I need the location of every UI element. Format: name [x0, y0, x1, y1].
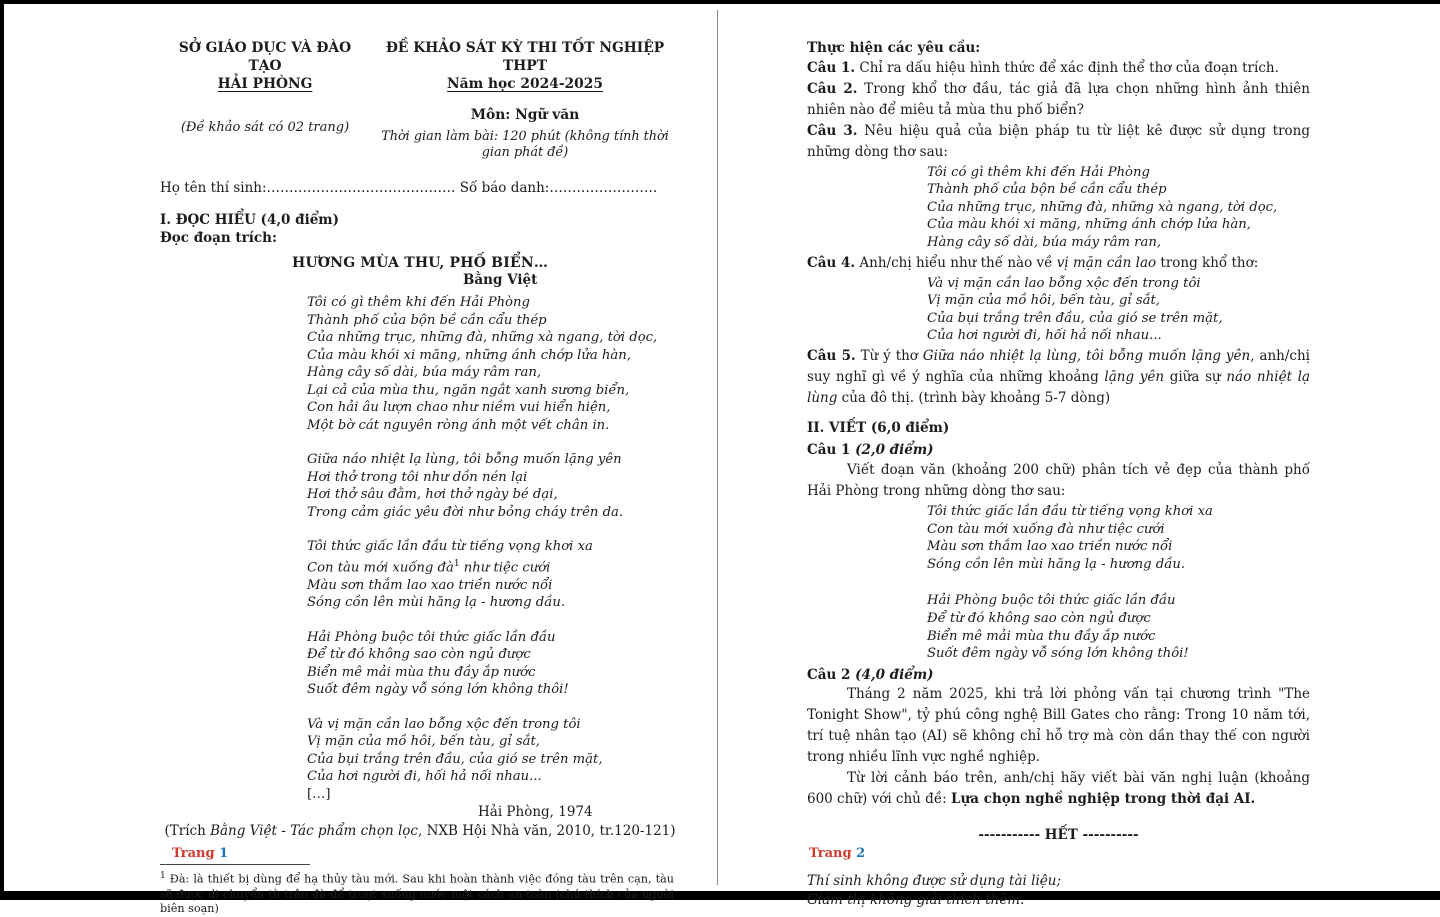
question-3-text: Nêu hiệu quả của biện pháp tu từ liệt kê được sử dụng trong những dòng thơ sau: — [807, 122, 1310, 160]
footnote — [160, 869, 680, 916]
poem-line: Một bờ cát nguyên ròng ánh một vết chân in. — [307, 417, 610, 433]
question-4 — [807, 253, 1310, 274]
poem-line: Hàng cây số dài, búa máy râm ran, — [927, 234, 1162, 250]
writing-question-2-points: (4,0 điểm) — [855, 666, 934, 683]
window-frame-top — [0, 0, 1440, 4]
poem-line: Hải Phòng buộc tôi thức giấc lần đầu — [927, 593, 1176, 609]
poem-line — [307, 556, 680, 577]
text-run: , NXB Hội Nhà văn, 2010, tr.120-121) — [418, 822, 676, 839]
poem-line: Tôi thức giấc lần đầu từ tiếng vọng khơi xa — [307, 539, 593, 555]
writing-question-1-points: (2,0 điểm) — [855, 442, 934, 459]
poem-line: Thành phố của bộn bề cần cẩu thép — [307, 312, 547, 328]
poem-line: Sóng cồn lên mùi hăng lạ - hương dầu. — [307, 595, 566, 611]
question-3-label: Câu 3. — [807, 122, 858, 139]
poem-line: Của bụi trắng trên đầu, của gió se trên mặt, — [927, 310, 1223, 326]
question-4-quote — [927, 274, 1310, 346]
text-run: , anh/chị suy nghĩ gì về ý nghĩa của những khoảng — [807, 347, 1310, 385]
poem-line: Biển mê mải mùa thu đầy ắp nước — [307, 664, 536, 680]
poem-line: Trong cảm giác yêu đời như bỏng cháy trên da. — [307, 504, 624, 520]
duration-line: Thời gian làm bài: 120 phút (không tính thời gian phát đề) — [381, 128, 669, 161]
poem-line: Lại cả của mùa thu, ngăn ngắt xanh sương biển, — [307, 382, 630, 398]
poem-stanza-1 — [307, 294, 680, 434]
question-5-emphasis-3: náo nhiệt lạ lùng — [807, 368, 1311, 406]
text-run: Câu 2 — [807, 666, 856, 683]
poem-line: Tôi thức giấc lần đầu từ tiếng vọng khơi xa — [927, 503, 1213, 519]
poem-author: Bằng Việt — [463, 271, 538, 288]
writing-question-1-text: Viết đoạn văn (khoảng 200 chữ) phân tích vẻ đẹp của thành phố Hải Phòng trong những dòng thơ sau: — [807, 461, 1310, 499]
footer-page-number: 2 — [856, 846, 866, 861]
poem-source — [160, 823, 680, 841]
poem-line: Của những trục, những đà, những xà ngang, tời dọc, — [927, 199, 1278, 215]
question-5 — [807, 346, 1310, 409]
requirements-heading: Thực hiện các yêu cầu: — [807, 40, 981, 56]
window-frame-left — [0, 0, 4, 900]
section-i-heading: I. ĐỌC HIỂU (4,0 điểm) — [160, 212, 339, 229]
poem-line: Suốt đêm ngày vỗ sóng lớn không thôi! — [927, 646, 1189, 662]
question-1 — [807, 58, 1310, 79]
poem-line: Để từ đó không sao còn ngủ được — [307, 647, 531, 663]
footnote-reference: 1 — [453, 558, 460, 569]
poem-line: Con hải âu lượn chao như niềm vui hiển hiện, — [307, 400, 611, 416]
text-run: Câu 1 — [807, 442, 856, 459]
department-name-line2: HẢI PHÒNG — [217, 75, 313, 92]
writing-question-2-paragraph-1: Tháng 2 năm 2025, khi trả lời phỏng vấn tại chương trình "The Tonight Show", tỷ phú công nghệ Bill Gates cho rằng: Trong 10 năm tới, trí tuệ nhân tạo (AI) sẽ không chỉ hỗ trợ mà còn dần thay thế con người trong nhiều lĩnh vực nghề nghiệp. — [807, 686, 1310, 766]
poem-line: Tôi có gì thêm khi đến Hải Phòng — [927, 164, 1150, 180]
poem-line: Của màu khói xi măng, những ánh chớp lửa hàn, — [927, 217, 1251, 233]
text-run: giữa sự — [1164, 368, 1227, 385]
footnote-number: 1 — [160, 871, 166, 882]
exam-header — [160, 40, 680, 162]
poem-line: Màu sơn thắm lao xao triền nước nổi — [927, 539, 1173, 555]
question-3 — [807, 121, 1310, 163]
poem-line: Hơi thở sâu đằm, hơi thở ngày bé dại, — [307, 487, 558, 503]
subject-line: Môn: Ngữ văn — [470, 106, 580, 123]
exam-notes — [807, 872, 1310, 910]
poem-line: Biển mê mải mùa thu đầy ắp nước — [927, 628, 1156, 644]
question-5-emphasis-1: Giữa náo nhiệt lạ lùng, tôi bỗng muốn lặng yên — [922, 347, 1251, 364]
text-run: như tiệc cưới — [459, 560, 551, 576]
exam-note-1: Thí sinh không được sử dụng tài liệu; — [807, 872, 1062, 889]
question-5-emphasis-2: lặng yên — [1104, 368, 1165, 385]
question-3-quote — [927, 163, 1310, 253]
poem-stanza-3 — [307, 538, 680, 611]
poem-line: Suốt đêm ngày vỗ sóng lớn không thôi! — [307, 682, 569, 698]
footer-page-label: Trang — [809, 846, 852, 861]
poem-line: Giữa náo nhiệt lạ lùng, tôi bỗng muốn lặng yên — [307, 452, 622, 468]
text-run: Từ lời cảnh báo trên, anh/chị hãy viết bài văn nghị luận (khoảng 600 chữ) với chủ đề: — [807, 770, 1310, 808]
exam-header-right — [370, 40, 680, 162]
poem-line: Vị mặn của mồ hôi, bến tàu, gỉ sắt, — [927, 293, 1160, 309]
poem-line: Vị mặn của mồ hôi, bến tàu, gỉ sắt, — [307, 734, 540, 750]
poem-line: Của hơi người đi, hối hả nối nhau... — [307, 769, 542, 785]
poem-line: Của màu khói xi măng, những ánh chớp lửa hàn, — [307, 347, 631, 363]
footnote-separator — [160, 864, 310, 865]
school-year: Năm học 2024-2025 — [447, 75, 603, 92]
text-run: Con tàu mới xuống đà — [307, 560, 454, 576]
text-run: của đô thị. (trình bày khoảng 5-7 dòng) — [837, 389, 1111, 406]
page-2 — [807, 40, 1311, 908]
writing-question-1-quote-1 — [927, 502, 1310, 574]
poem-line: Hàng cây số dài, búa máy râm ran, — [307, 365, 542, 381]
question-4-label: Câu 4. — [807, 254, 856, 271]
page-footer — [809, 846, 865, 863]
question-5-label: Câu 5. — [807, 347, 856, 364]
poem-line: Màu sơn thắm lao xao triền nước nổi — [307, 577, 553, 593]
essay-topic: Lựa chọn nghề nghiệp trong thời đại AI. — [950, 791, 1256, 808]
poem-line: Thành phố của bộn bề cần cẩu thép — [927, 182, 1167, 198]
text-run: (Trích — [164, 822, 211, 839]
question-2-label: Câu 2. — [807, 80, 858, 97]
writing-question-1-label — [807, 442, 1310, 460]
poem-line: Sóng cồn lên mùi hăng lạ - hương dầu. — [927, 556, 1186, 572]
text-run: trong khổ thơ: — [1156, 254, 1259, 271]
candidate-info-line: Họ tên thí sinh:…………………………………… Số báo danh:…………………… — [160, 179, 658, 196]
footer-page-number: 1 — [219, 846, 229, 861]
read-instruction: Đọc đoạn trích: — [160, 230, 277, 247]
footer-page-label: Trang — [172, 846, 215, 861]
question-1-label: Câu 1. — [807, 59, 856, 76]
exam-header-left — [160, 40, 370, 162]
poem-line: Của hơi người đi, hối hả nối nhau... — [927, 328, 1162, 344]
poem-line: Của những trục, những đà, những xà ngang, tời dọc, — [307, 330, 658, 346]
text-run: Anh/chị hiểu như thế nào về — [855, 254, 1057, 271]
section-ii-heading: II. VIẾT (6,0 điểm) — [807, 419, 950, 436]
poem-ellipsis: […] — [307, 786, 331, 802]
exam-title: ĐỀ KHẢO SÁT KỲ THI TỐT NGHIỆP THPT — [385, 40, 665, 74]
question-4-emphasis: vị mặn cần lao — [1056, 254, 1157, 271]
writing-question-2-paragraph-2 — [807, 768, 1310, 810]
poem-stanza-2 — [307, 451, 680, 521]
poem-line: Hải Phòng buộc tôi thức giấc lần đầu — [307, 629, 556, 645]
footnote-text: Đà: là thiết bị dùng để hạ thủy tàu mới. Sau khi hoàn thành việc đóng tàu trên cạn, tàu sẽ được di chuyển từ trên đà để trượt xuống nước một cách an toàn (chú thích của người biên soạn) — [160, 873, 674, 916]
poem-line: Và vị mặn cần lao bỗng xộc đến trong tôi — [927, 275, 1201, 291]
department-name-line1: SỞ GIÁO DỤC VÀ ĐÀO TẠO — [178, 40, 352, 74]
poem-line: Tôi có gì thêm khi đến Hải Phòng — [307, 295, 530, 311]
question-2 — [807, 79, 1310, 121]
poem-stanza-4 — [307, 629, 680, 699]
source-title: Bằng Việt - Tác phẩm chọn lọc — [210, 822, 418, 839]
page-footer — [172, 846, 228, 863]
poem-line: Để từ đó không sao còn ngủ được — [927, 610, 1151, 626]
pages-note: (Đề khảo sát có 02 trang) — [180, 119, 350, 135]
page-divider-line — [717, 10, 718, 885]
poem-line: Của bụi trắng trên đầu, của gió se trên mặt, — [307, 751, 603, 767]
poem-line: Và vị mặn cần lao bỗng xộc đến trong tôi — [307, 716, 581, 732]
poem-line: Con tàu mới xuống đà như tiệc cưới — [927, 521, 1165, 537]
poem-stanza-5 — [307, 716, 680, 786]
exam-note-2: Giám thị không giải thích thêm. — [807, 891, 1025, 908]
writing-question-2-label — [807, 667, 1310, 685]
question-2-text: Trong khổ thơ đầu, tác giả đã lựa chọn những hình ảnh thiên nhiên nào để miêu tả mùa thu phố biển? — [807, 80, 1310, 118]
question-1-text: Chỉ ra dấu hiệu hình thức để xác định thể thơ của đoạn trích. — [855, 59, 1279, 76]
poem-place-year: Hải Phòng, 1974 — [478, 804, 593, 821]
writing-question-1-quote-2 — [927, 591, 1310, 663]
poem — [307, 294, 680, 803]
page-1 — [160, 40, 680, 916]
end-marker: ----------- HẾT ---------- — [978, 827, 1139, 844]
poem-title: HƯƠNG MÙA THU, PHỐ BIỂN… — [291, 254, 549, 271]
text-run: Từ ý thơ — [855, 347, 923, 364]
poem-line: Hơi thở trong tôi như dồn nén lại — [307, 469, 528, 485]
